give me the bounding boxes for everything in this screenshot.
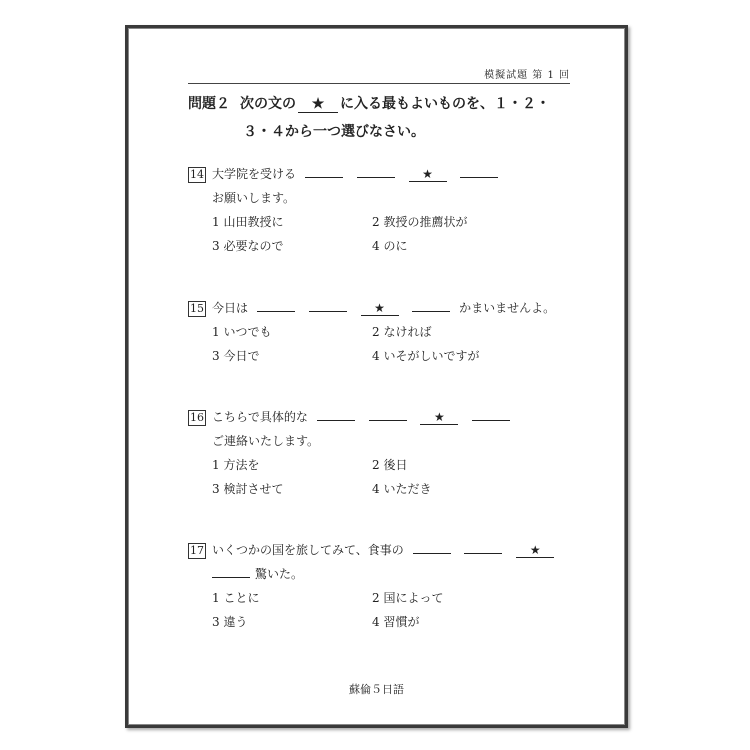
question-text-suffix: 驚いた。 <box>255 567 304 581</box>
option-1[interactable]: 1 いつでも <box>212 325 272 339</box>
question-text-line2 <box>188 562 595 586</box>
answer-blank[interactable] <box>317 406 355 421</box>
answer-blank[interactable] <box>472 406 510 421</box>
question-15 <box>188 296 595 368</box>
answer-blank[interactable] <box>357 163 395 178</box>
option-4[interactable]: 4 いただき <box>372 482 432 496</box>
options-row <box>188 344 595 368</box>
answer-blank[interactable] <box>305 163 343 178</box>
option-1[interactable]: 1 ことに <box>212 591 260 605</box>
option-1[interactable]: 1 山田教授に <box>212 215 284 229</box>
answer-blank[interactable] <box>369 406 407 421</box>
page-frame <box>125 25 628 728</box>
star-answer-blank[interactable]: ★ <box>361 301 399 316</box>
instruction-text-2: に入る最もよいものを、１・２・ <box>340 96 550 112</box>
question-14 <box>188 162 595 258</box>
options-row <box>188 610 595 634</box>
answer-blank[interactable] <box>257 297 295 312</box>
answer-blank[interactable] <box>309 297 347 312</box>
question-number: 16 <box>190 410 204 424</box>
answer-blank[interactable] <box>212 563 250 578</box>
question-text: 今日は <box>212 301 249 315</box>
option-2[interactable]: 2 教授の推薦状が <box>372 215 468 229</box>
question-text-line2: ご連絡いたします。 <box>212 434 320 448</box>
problem-number: 問題２ <box>188 96 230 112</box>
answer-blank[interactable] <box>412 297 450 312</box>
question-text-line2: お願いします。 <box>212 191 296 205</box>
option-2[interactable]: 2 後日 <box>372 458 408 472</box>
star-blank: ★ <box>298 96 338 113</box>
option-3[interactable]: 3 今日で <box>212 349 260 363</box>
option-3[interactable]: 3 必要なので <box>212 239 284 253</box>
star-answer-blank[interactable]: ★ <box>516 543 554 558</box>
question-number: 17 <box>190 543 204 557</box>
answer-blank[interactable] <box>464 539 502 554</box>
option-3[interactable]: 3 検討させて <box>212 482 284 496</box>
question-text: こちらで具体的な <box>212 410 308 424</box>
option-3[interactable]: 3 違う <box>212 615 248 629</box>
options-row <box>188 234 595 258</box>
question-17 <box>188 538 595 634</box>
exam-page <box>128 28 625 725</box>
question-text: 大学院を受ける <box>212 167 297 181</box>
question-number: 14 <box>190 167 204 181</box>
question-text: いくつかの国を旅してみて、食事の <box>212 543 404 557</box>
question-number: 15 <box>190 301 204 315</box>
answer-blank[interactable] <box>460 163 498 178</box>
options-row <box>188 586 595 610</box>
options-row <box>188 320 595 344</box>
option-4[interactable]: 4 のに <box>372 239 408 253</box>
option-4[interactable]: 4 いそがしいですが <box>372 349 480 363</box>
page-footer: 蘇倫５日語 <box>349 683 404 696</box>
options-row <box>188 453 595 477</box>
question-16 <box>188 405 595 501</box>
instruction-text-3: ３・４から一つ選びなさい。 <box>243 124 425 140</box>
question-text-suffix: かまいませんよ。 <box>459 301 556 315</box>
star-answer-blank[interactable]: ★ <box>409 167 447 182</box>
option-2[interactable]: 2 国によって <box>372 591 444 605</box>
option-4[interactable]: 4 習慣が <box>372 615 420 629</box>
star-answer-blank[interactable]: ★ <box>420 410 458 425</box>
options-row <box>188 477 595 501</box>
instruction-text-1: 次の文の <box>240 96 296 112</box>
problem-instructions <box>188 90 585 146</box>
option-1[interactable]: 1 方法を <box>212 458 260 472</box>
page-header: 模擬試題 第 1 回 <box>188 66 570 84</box>
options-row <box>188 210 595 234</box>
answer-blank[interactable] <box>413 539 451 554</box>
option-2[interactable]: 2 なければ <box>372 325 432 339</box>
